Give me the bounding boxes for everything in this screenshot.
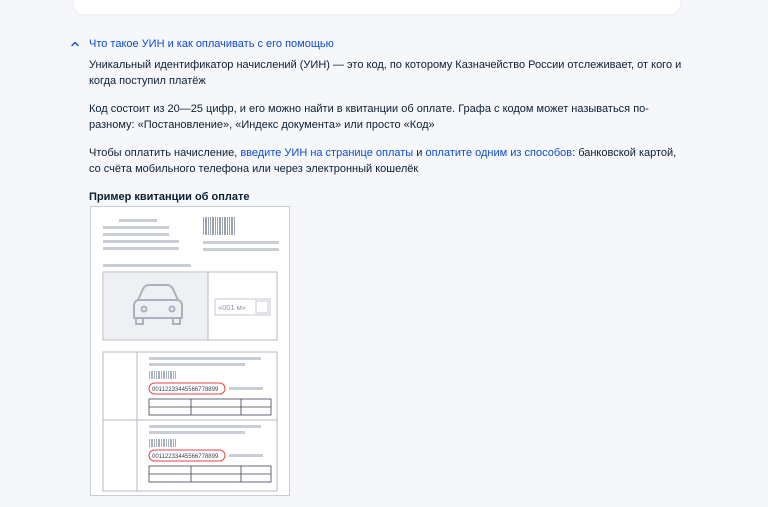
accordion-content — [89, 58, 689, 211]
receipt-illustration — [91, 207, 289, 495]
uin-accordion-toggle[interactable] — [70, 36, 334, 52]
speed-readout: «001 м» — [218, 303, 247, 312]
receipt-example-image — [90, 206, 290, 496]
previous-card — [74, 0, 680, 14]
uin-definition-text: Уникальный идентификатор начислений (УИН) — это код, по которому Казначейство России отслеживает, от кого и когда поступил платёж — [89, 59, 682, 87]
uin-format-text: Код состоит из 20—25 цифр, и его можно найти в квитанции об оплате. Графа с кодом может называться по-разному: «Постановление», «Индекс документа» или просто «Код» — [89, 103, 649, 131]
enter-uin-link[interactable]: введите УИН на странице оплаты — [240, 147, 414, 159]
chevron-up-icon — [70, 39, 80, 49]
example-heading: Пример квитанции об оплате — [89, 191, 250, 203]
receipt-uin-code-2: 00112233445566778899 — [152, 454, 219, 460]
accordion-title: Что такое УИН и как оплачивать с его помощью — [89, 38, 334, 50]
payment-methods-link[interactable]: оплатите одним из способов — [425, 147, 573, 159]
receipt-uin-code: 00112233445566778899 — [152, 387, 219, 393]
payment-instructions-text: Чтобы оплатить начисление, введите УИН на странице оплаты и оплатите одним из способов: банковской картой, со счёта мобильного телефона или через электронный кошелёк — [89, 147, 677, 175]
